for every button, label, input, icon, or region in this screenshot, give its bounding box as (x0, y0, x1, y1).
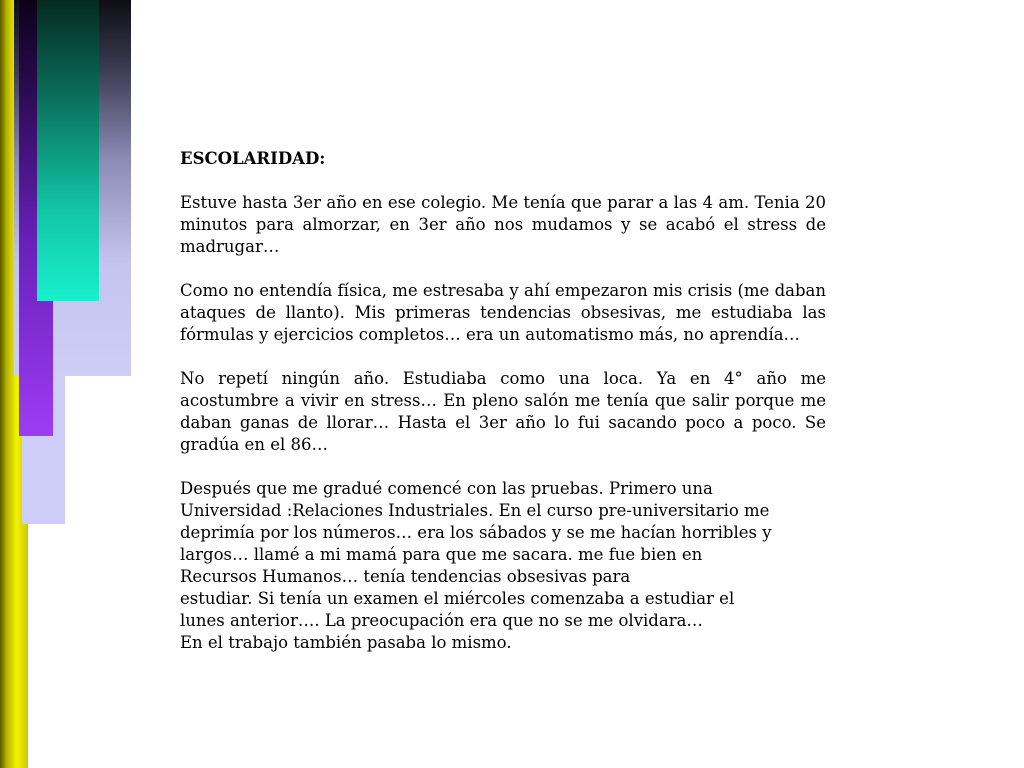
decorative-bar-yellow-edge (0, 0, 14, 768)
paragraph (180, 478, 826, 654)
text-body (180, 148, 826, 654)
paragraph-line: estudiar. Si tenía un examen el miércoles comenzaba a estudiar el (180, 589, 735, 608)
section-heading: ESCOLARIDAD: (180, 149, 326, 168)
paragraph-line: Universidad :Relaciones Industriales. En el curso pre-universitario me (180, 501, 770, 520)
paragraph-line: deprimía por los números… era los sábados y se me hacían horribles y (180, 523, 772, 542)
paragraph-line: Después que me gradué comencé con las pruebas. Primero una (180, 479, 713, 498)
paragraph: No repetí ningún año. Estudiaba como una loca. Ya en 4° año me acostumbre a vivir en stress… En pleno salón me tenía que salir porque me daban ganas de llorar… Hasta el 3er año lo fui sacando poco a poco. Se gradúa en el 86… (180, 369, 826, 454)
paragraph-line: En el trabajo también pasaba lo mismo. (180, 633, 512, 652)
paragraph-line: lunes anterior…. La preocupación era que no se me olvidara… (180, 611, 703, 630)
paragraph: Como no entendía física, me estresaba y ahí empezaron mis crisis (me daban ataques de llanto). Mis primeras tendencias obsesivas, me estudiaba las fórmulas y ejercicios completos… era un automatismo más, no aprendía… (180, 281, 826, 344)
paragraph-line: Recursos Humanos… tenía tendencias obsesivas para (180, 567, 631, 586)
paragraph-line: largos… llamé a mi mamá para que me sacara. me fue bien en (180, 545, 703, 564)
paragraph: Estuve hasta 3er año en ese colegio. Me tenía que parar a las 4 am. Tenia 20 minutos para almorzar, en 3er año nos mudamos y se acabó el stress de madrugar… (180, 193, 826, 256)
decorative-bar-teal (37, 0, 99, 301)
